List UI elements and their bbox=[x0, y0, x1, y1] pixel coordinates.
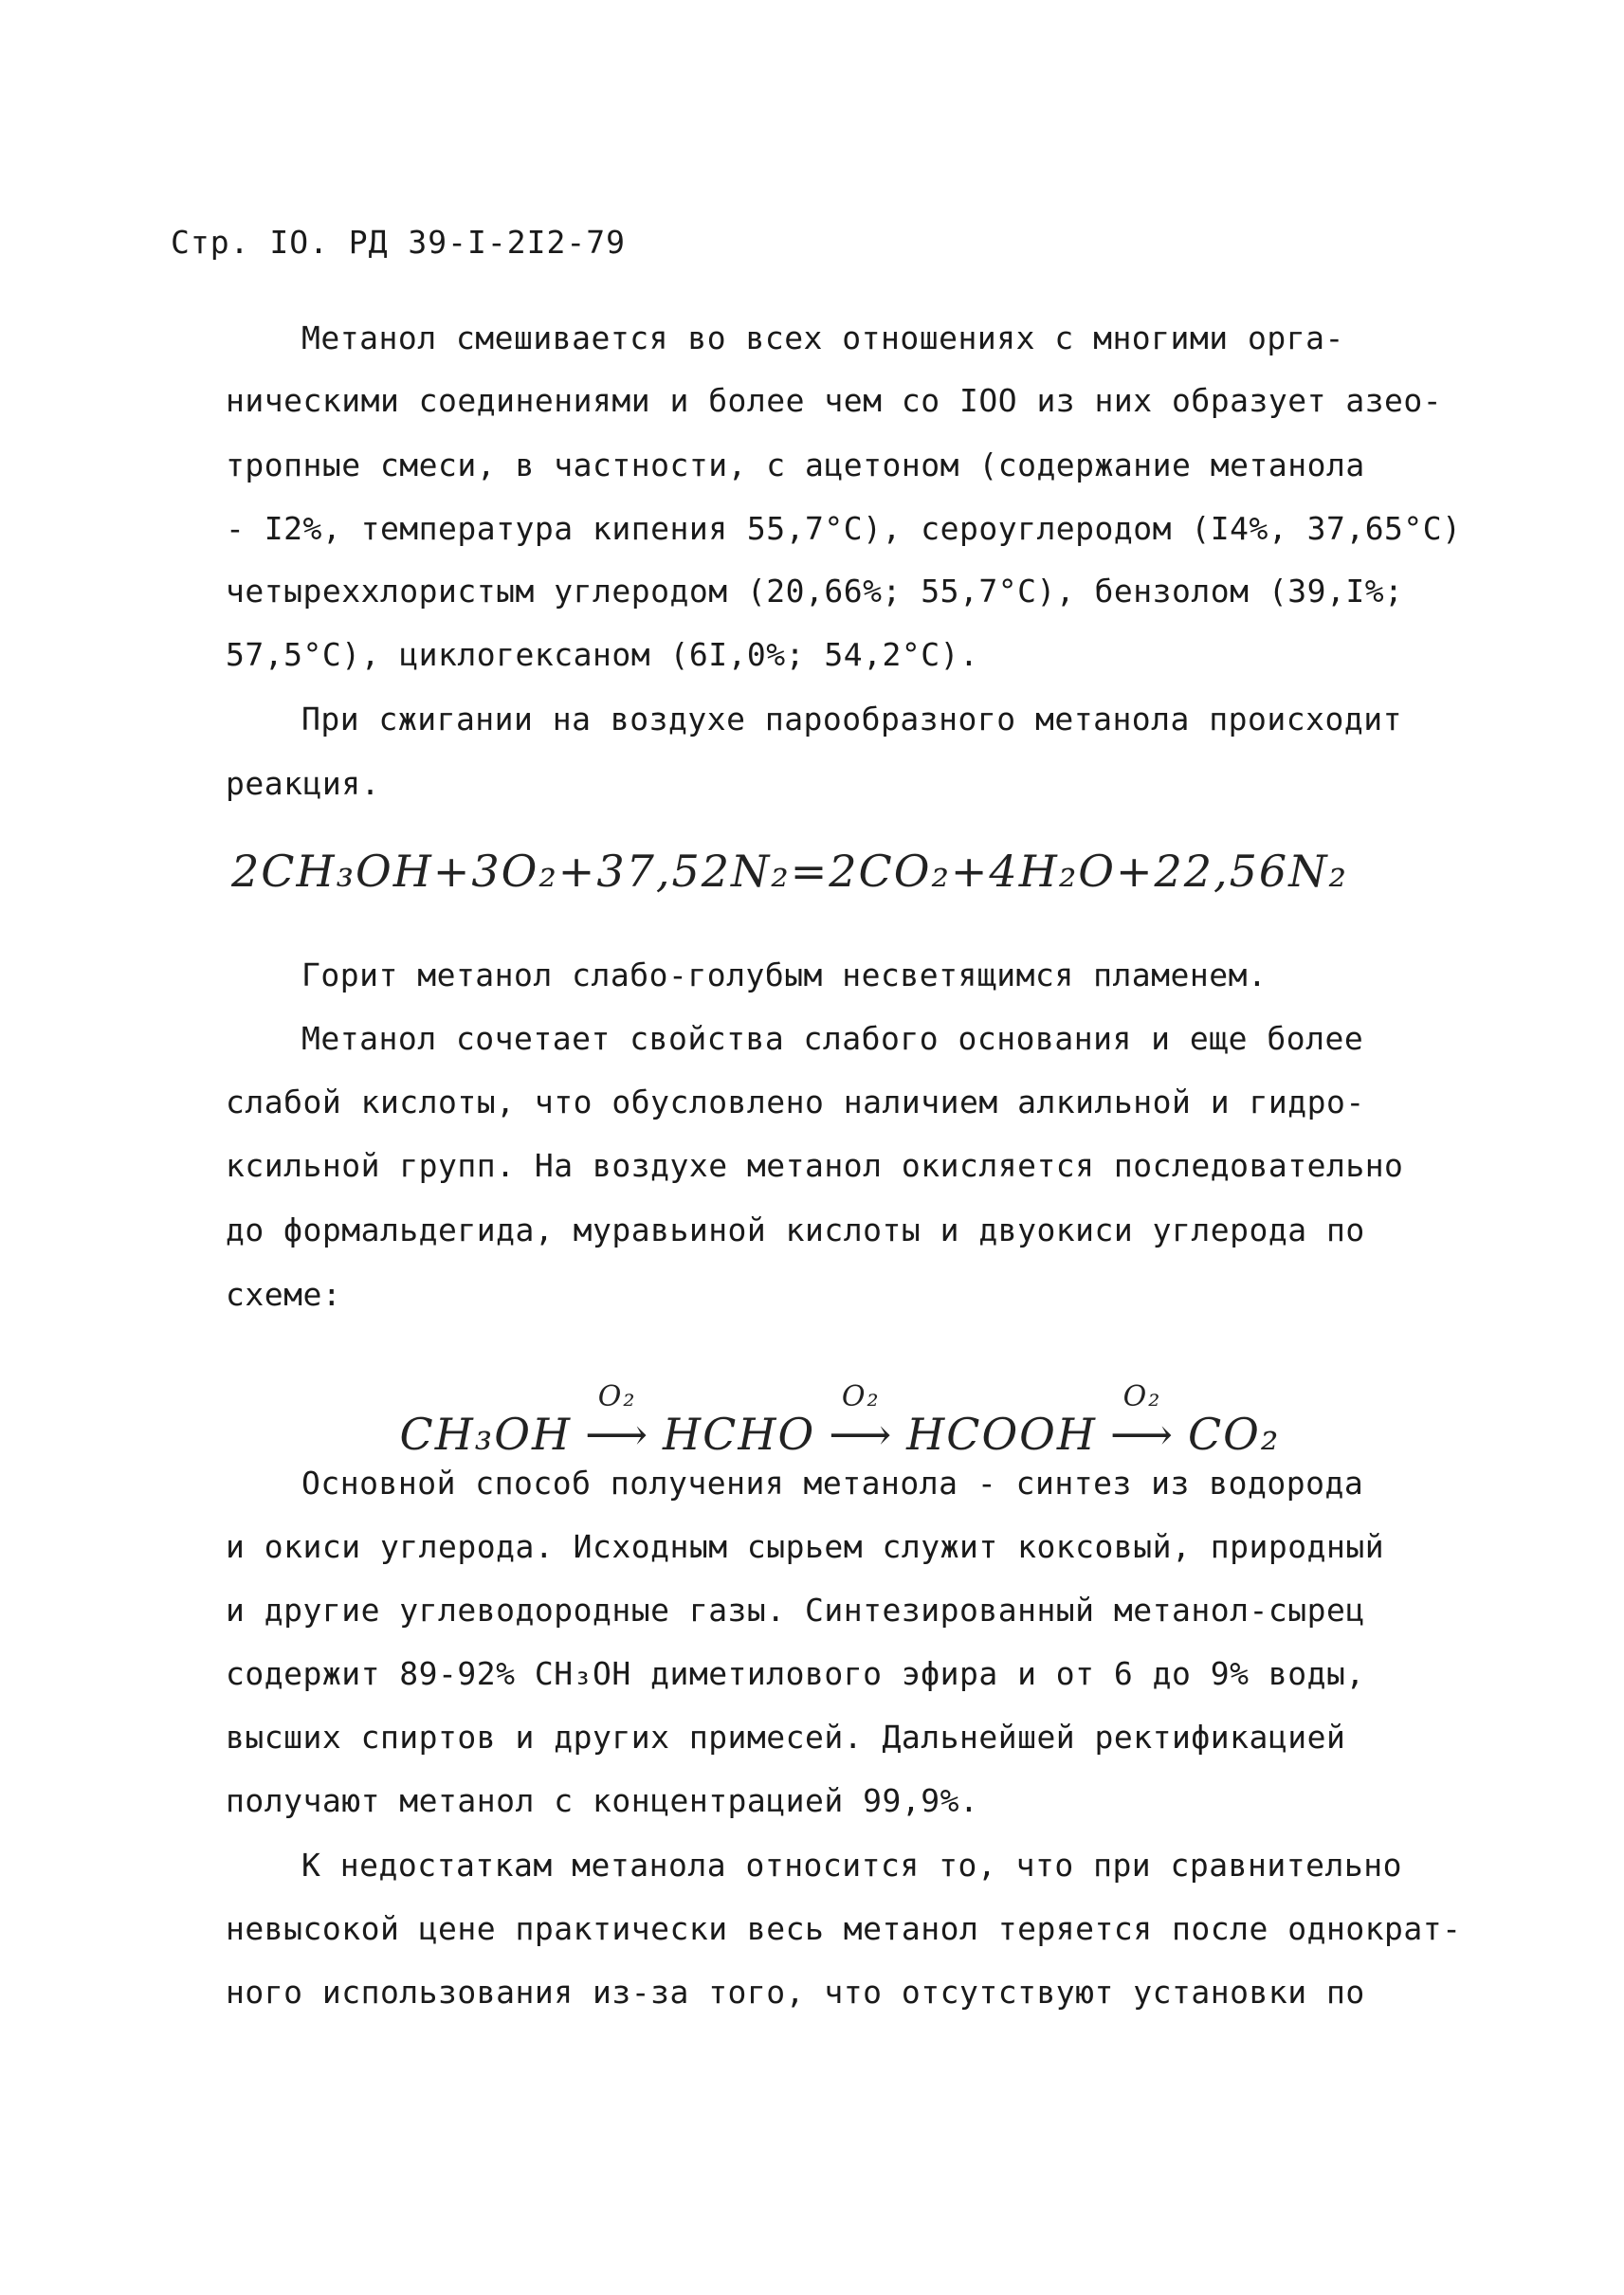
text-line: до формальдегида, муравьиной кислоты и двуокиси углерода по bbox=[226, 1211, 1365, 1248]
scheme-methanol: CH₃OH bbox=[399, 1409, 573, 1460]
scheme-arrow-label: O₂ bbox=[1122, 1380, 1162, 1413]
text-line: К недостаткам метанола относится то, что при сравнительно bbox=[301, 1847, 1402, 1884]
text-line: 57,5°C), циклогексаном (6I,0%; 54,2°C). bbox=[226, 636, 979, 673]
scheme-arrow: O₂ ⟶ bbox=[829, 1380, 894, 1460]
text-line: ническими соединениями и более чем со IOO из них образует азео- bbox=[226, 382, 1443, 419]
scheme-arrow-label: O₂ bbox=[597, 1380, 637, 1413]
text-line: схеме: bbox=[226, 1276, 342, 1313]
text-line: и окиси углерода. Исходным сырьем служит коксовый, природный bbox=[226, 1528, 1385, 1565]
text-line: содержит 89-92% CH₃OH диметилового эфира и от 6 до 9% воды, bbox=[226, 1655, 1365, 1692]
text-line: ного использования из-за того, что отсутствуют установки по bbox=[226, 1974, 1365, 2011]
text-line: тропные смеси, в частности, с ацетоном (содержание метанола bbox=[226, 446, 1365, 483]
text-line: реакция. bbox=[226, 765, 380, 802]
text-line: ксильной групп. На воздухе метанол окисляется последовательно bbox=[226, 1147, 1404, 1184]
text-line: При сжигании на воздухе парообразного метанола происходит bbox=[301, 701, 1402, 738]
text-line: - I2%, температура кипения 55,7°C), сероуглеродом (I4%, 37,65°C) bbox=[226, 510, 1462, 547]
text-line: высших спиртов и других примесей. Дальнейшей ректификацией bbox=[226, 1719, 1346, 1756]
text-line: четыреххлористым углеродом (20,66%; 55,7°C), бензолом (39,I%; bbox=[226, 573, 1404, 610]
text-line: Метанол сочетает свойства слабого основания и еще более bbox=[301, 1020, 1364, 1057]
scheme-arrow: O₂ ⟶ bbox=[1110, 1380, 1175, 1460]
page-header: Стр. IO. РД 39-I-2I2-79 bbox=[171, 224, 626, 261]
text-line: слабой кислоты, что обусловлено наличием алкильной и гидро- bbox=[226, 1084, 1365, 1120]
text-line: невысокой цене практически весь метанол теряется после однократ- bbox=[226, 1910, 1462, 1947]
text-line: и другие углеводородные газы. Синтезированный метанол-сырец bbox=[226, 1592, 1365, 1629]
combustion-equation: 2CH₃OH+3O₂+37,52N₂=2CO₂+4H₂O+22,56N₂ bbox=[231, 846, 1348, 897]
scheme-formic-acid: HCOOH bbox=[906, 1409, 1097, 1460]
scheme-arrow: O₂ ⟶ bbox=[585, 1380, 650, 1460]
scheme-formaldehyde: HCHO bbox=[663, 1409, 816, 1460]
text-line: Метанол смешивается во всех отношениях с многими орга- bbox=[301, 319, 1344, 356]
text-line: Основной способ получения метанола - синтез из водорода bbox=[301, 1465, 1364, 1502]
scheme-carbon-dioxide: CO₂ bbox=[1187, 1409, 1281, 1460]
text-line: получают метанол с концентрацией 99,9%. bbox=[226, 1782, 979, 1819]
scheme-arrow-label: O₂ bbox=[841, 1380, 881, 1413]
text-line: Горит метанол слабо-голубым несветящимся пламенем. bbox=[301, 956, 1268, 993]
